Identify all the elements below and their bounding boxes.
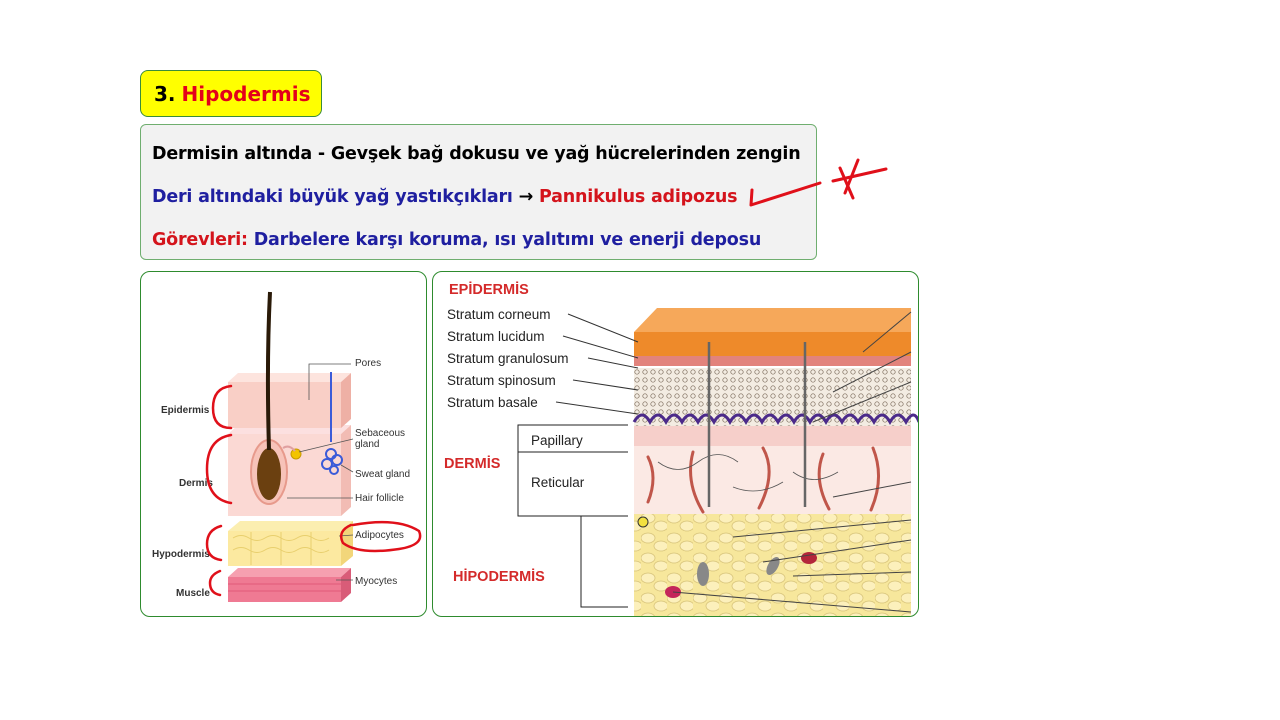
myocytes-label: Myocytes: [355, 576, 398, 587]
dermis-label: Dermis: [179, 478, 213, 489]
functions-text: Darbelere karşı koruma, ısı yalıtımı ve enerji deposu: [253, 230, 762, 250]
arrow-icon: →: [518, 187, 534, 207]
pores-label: Pores: [355, 358, 382, 369]
epidermis-label: Epidermis: [161, 405, 210, 416]
sweat-gland-label: Sweat gland: [355, 469, 411, 480]
stratum-corneum-label: Stratum corneum: [447, 307, 551, 322]
stratum-granulosum-label: Stratum granulosum: [447, 351, 569, 366]
sebaceous-label-2: gland: [355, 439, 380, 450]
stratum-lucidum-label: Stratum lucidum: [447, 329, 545, 344]
definition-line: Dermisin altında - Gevşek bağ dokusu ve yağ hücrelerinden zengin: [152, 144, 801, 164]
fat-pads-line: [152, 187, 737, 207]
pannikulus-term: Pannikulus adipozus: [539, 187, 738, 207]
functions-line: [152, 230, 761, 250]
skin-cross-section-illustration: [433, 272, 919, 617]
section-number: 3.: [154, 81, 176, 106]
section-title: [140, 70, 322, 117]
adipocytes-label: Adipocytes: [355, 530, 404, 541]
epidermis-title: EPİDERMİS: [449, 282, 529, 298]
skin-layers-diagram-panel: [140, 271, 427, 617]
stratum-basale-label: Stratum basale: [447, 395, 538, 410]
skin-layers-illustration: [141, 272, 427, 617]
muscle-label: Muscle: [176, 588, 210, 599]
hair-follicle-label: Hair follicle: [355, 493, 404, 504]
section-heading: Hipodermis: [181, 81, 311, 106]
functions-label: Görevleri:: [152, 230, 248, 250]
reticular-label: Reticular: [531, 475, 585, 490]
info-box: [140, 124, 817, 260]
papillary-label: Papillary: [531, 433, 583, 448]
sebaceous-label-1: Sebaceous: [355, 428, 406, 439]
fat-pads-text: Deri altındaki büyük yağ yastıkçıkları: [152, 187, 513, 207]
hypodermis-label: Hypodermis: [152, 549, 210, 560]
stratum-spinosum-label: Stratum spinosum: [447, 373, 556, 388]
dermis-title: DERMİS: [444, 456, 501, 472]
hypodermis-title: HİPODERMİS: [453, 569, 545, 585]
skin-cross-section-panel: [432, 271, 919, 617]
